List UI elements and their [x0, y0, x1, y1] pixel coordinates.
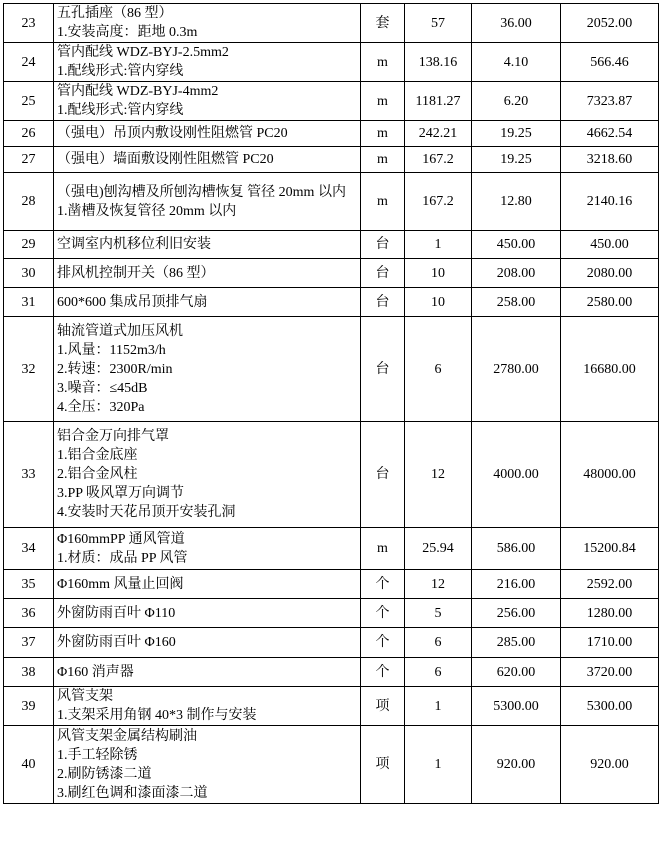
- unit-price-cell: 256.00: [472, 599, 561, 628]
- table-row: [4, 231, 659, 259]
- description-line: 1.手工轻除锈: [57, 747, 138, 763]
- unit-price-cell: 36.00: [472, 4, 561, 43]
- total-price-cell: 2592.00: [561, 570, 659, 599]
- item-description-cell: [54, 173, 361, 231]
- total-price-cell: 16680.00: [561, 317, 659, 422]
- total-price-cell: 3218.60: [561, 147, 659, 173]
- table-body: [4, 4, 659, 804]
- unit-cell: m: [361, 173, 405, 231]
- quantity-cell: 1: [405, 231, 472, 259]
- item-number-cell: 26: [4, 121, 54, 147]
- unit-price-cell: 285.00: [472, 628, 561, 658]
- table-row: [4, 147, 659, 173]
- total-price-cell: 48000.00: [561, 422, 659, 528]
- table-row: [4, 687, 659, 726]
- description-line: 1.配线形式:管内穿线: [57, 64, 184, 79]
- unit-price-cell: 920.00: [472, 726, 561, 804]
- description-line: 1.风量：1152m3/h: [57, 342, 166, 358]
- item-description-cell: [54, 687, 361, 726]
- unit-cell: m: [361, 82, 405, 121]
- quantity-cell: 1: [405, 687, 472, 726]
- total-price-cell: 5300.00: [561, 687, 659, 726]
- unit-cell: 台: [361, 422, 405, 528]
- quantity-cell: 12: [405, 422, 472, 528]
- total-price-cell: 2052.00: [561, 4, 659, 43]
- description-line: 五孔插座（86 型）: [57, 6, 173, 21]
- item-number-cell: 24: [4, 43, 54, 82]
- unit-cell: m: [361, 528, 405, 570]
- unit-cell: 台: [361, 317, 405, 422]
- unit-cell: 项: [361, 726, 405, 804]
- item-description-cell: [54, 43, 361, 82]
- item-number-cell: 32: [4, 317, 54, 422]
- quantity-cell: 57: [405, 4, 472, 43]
- quantity-cell: 6: [405, 628, 472, 658]
- unit-price-cell: 19.25: [472, 147, 561, 173]
- item-number-cell: 37: [4, 628, 54, 658]
- total-price-cell: 920.00: [561, 726, 659, 804]
- table-row: [4, 82, 659, 121]
- description-line: 1.支架采用角钢 40*3 制作与安装: [57, 708, 257, 723]
- item-description-cell: [54, 288, 361, 317]
- item-description-cell: [54, 628, 361, 658]
- table-row: [4, 288, 659, 317]
- quantity-cell: 1: [405, 726, 472, 804]
- description-line: 2.铝合金风柱: [57, 467, 138, 482]
- table-row: [4, 422, 659, 528]
- quantity-cell: 242.21: [405, 121, 472, 147]
- total-price-cell: 2140.16: [561, 173, 659, 231]
- table-row: [4, 570, 659, 599]
- description-line: 1.安装高度：距地 0.3m: [57, 25, 198, 40]
- table-row: [4, 528, 659, 570]
- description-line: 管内配线 WDZ-BYJ-2.5mm2: [57, 45, 229, 60]
- unit-cell: m: [361, 43, 405, 82]
- description-line: 排风机控制开关（86 型）: [57, 265, 215, 281]
- table-row: [4, 4, 659, 43]
- unit-price-cell: 6.20: [472, 82, 561, 121]
- table-row: [4, 259, 659, 288]
- total-price-cell: 1280.00: [561, 599, 659, 628]
- unit-price-cell: 19.25: [472, 121, 561, 147]
- unit-cell: 台: [361, 231, 405, 259]
- quantity-cell: 12: [405, 570, 472, 599]
- quantity-cell: 10: [405, 259, 472, 288]
- unit-price-cell: 4.10: [472, 43, 561, 82]
- quantity-cell: 5: [405, 599, 472, 628]
- item-number-cell: 35: [4, 570, 54, 599]
- description-line: 外窗防雨百叶 Φ160: [57, 635, 176, 650]
- unit-cell: 套: [361, 4, 405, 43]
- description-line: 管内配线 WDZ-BYJ-4mm2: [57, 84, 219, 99]
- total-price-cell: 4662.54: [561, 121, 659, 147]
- description-line: 外窗防雨百叶 Φ110: [57, 605, 176, 621]
- description-line: 风管支架: [57, 689, 113, 704]
- item-number-cell: 31: [4, 288, 54, 317]
- table-row: [4, 658, 659, 687]
- item-description-cell: [54, 82, 361, 121]
- item-number-cell: 40: [4, 726, 54, 804]
- description-line: Φ160mm 风量止回阀: [57, 576, 184, 592]
- unit-cell: 个: [361, 658, 405, 687]
- table-row: [4, 317, 659, 422]
- quantity-cell: 10: [405, 288, 472, 317]
- item-description-cell: [54, 231, 361, 259]
- quantity-cell: 1181.27: [405, 82, 472, 121]
- unit-price-cell: 2780.00: [472, 317, 561, 422]
- description-line: 轴流管道式加压风机: [57, 323, 183, 339]
- unit-cell: m: [361, 121, 405, 147]
- item-description-cell: [54, 422, 361, 528]
- item-description-cell: [54, 317, 361, 422]
- quantity-cell: 6: [405, 658, 472, 687]
- item-description-cell: [54, 658, 361, 687]
- item-description-cell: [54, 570, 361, 599]
- item-number-cell: 39: [4, 687, 54, 726]
- unit-cell: 项: [361, 687, 405, 726]
- quantity-cell: 25.94: [405, 528, 472, 570]
- table-row: [4, 628, 659, 658]
- unit-price-cell: 620.00: [472, 658, 561, 687]
- description-line: 1.材质：成品 PP 风管: [57, 550, 188, 566]
- item-description-cell: [54, 726, 361, 804]
- description-line: 2.转速：2300R/min: [57, 361, 173, 377]
- unit-cell: 台: [361, 288, 405, 317]
- item-description-cell: [54, 121, 361, 147]
- quantity-price-table: [3, 3, 659, 804]
- item-number-cell: 29: [4, 231, 54, 259]
- item-number-cell: 25: [4, 82, 54, 121]
- unit-price-cell: 4000.00: [472, 422, 561, 528]
- total-price-cell: 566.46: [561, 43, 659, 82]
- description-line: （强电）吊顶内敷设刚性阻燃管 PC20: [57, 126, 288, 141]
- description-line: 3.噪音：≤45dB: [57, 380, 148, 396]
- description-line: 风管支架金属结构刷油: [57, 728, 197, 744]
- total-price-cell: 7323.87: [561, 82, 659, 121]
- item-number-cell: 28: [4, 173, 54, 231]
- item-number-cell: 27: [4, 147, 54, 173]
- unit-price-cell: 258.00: [472, 288, 561, 317]
- description-line: 2.刷防锈漆二道: [57, 766, 152, 782]
- total-price-cell: 2080.00: [561, 259, 659, 288]
- quantity-cell: 167.2: [405, 147, 472, 173]
- item-number-cell: 38: [4, 658, 54, 687]
- quantity-cell: 138.16: [405, 43, 472, 82]
- description-line: 600*600 集成吊顶排气扇: [57, 294, 208, 310]
- item-number-cell: 36: [4, 599, 54, 628]
- unit-price-cell: 208.00: [472, 259, 561, 288]
- quantity-cell: 6: [405, 317, 472, 422]
- table-row: [4, 726, 659, 804]
- item-description-cell: [54, 147, 361, 173]
- total-price-cell: 15200.84: [561, 528, 659, 570]
- unit-cell: 个: [361, 628, 405, 658]
- unit-price-cell: 450.00: [472, 231, 561, 259]
- description-line: 1.凿槽及恢复管径 20mm 以内: [57, 203, 237, 219]
- description-line: 3.PP 吸风罩万向调节: [57, 486, 185, 501]
- description-line: 4.安装时天花吊顶开安装孔洞: [57, 505, 236, 520]
- total-price-cell: 1710.00: [561, 628, 659, 658]
- total-price-cell: 3720.00: [561, 658, 659, 687]
- unit-cell: m: [361, 147, 405, 173]
- description-line: 1.铝合金底座: [57, 448, 138, 463]
- description-line: 3.刷红色调和漆面漆二道: [57, 785, 208, 801]
- table-row: [4, 43, 659, 82]
- unit-price-cell: 216.00: [472, 570, 561, 599]
- item-number-cell: 30: [4, 259, 54, 288]
- item-number-cell: 34: [4, 528, 54, 570]
- unit-cell: 台: [361, 259, 405, 288]
- item-description-cell: [54, 528, 361, 570]
- quantity-cell: 167.2: [405, 173, 472, 231]
- unit-price-cell: 12.80: [472, 173, 561, 231]
- table-row: [4, 173, 659, 231]
- table-row: [4, 599, 659, 628]
- description-line: 4.全压：320Pa: [57, 399, 145, 415]
- unit-cell: 个: [361, 570, 405, 599]
- total-price-cell: 2580.00: [561, 288, 659, 317]
- description-line: （强电)刨沟槽及所刨沟槽恢复 管径 20mm 以内: [57, 184, 346, 200]
- description-line: Φ160 消声器: [57, 664, 134, 680]
- item-description-cell: [54, 4, 361, 43]
- unit-price-cell: 5300.00: [472, 687, 561, 726]
- description-line: 空调室内机移位利旧安装: [57, 237, 211, 252]
- description-line: 1.配线形式:管内穿线: [57, 103, 184, 118]
- table-row: [4, 121, 659, 147]
- description-line: 铝合金万向排气罩: [57, 429, 169, 444]
- unit-cell: 个: [361, 599, 405, 628]
- item-number-cell: 33: [4, 422, 54, 528]
- description-line: Φ160mmPP 通风管道: [57, 531, 185, 547]
- item-description-cell: [54, 259, 361, 288]
- description-line: （强电）墙面敷设刚性阻燃管 PC20: [57, 152, 274, 167]
- item-number-cell: 23: [4, 4, 54, 43]
- item-description-cell: [54, 599, 361, 628]
- total-price-cell: 450.00: [561, 231, 659, 259]
- unit-price-cell: 586.00: [472, 528, 561, 570]
